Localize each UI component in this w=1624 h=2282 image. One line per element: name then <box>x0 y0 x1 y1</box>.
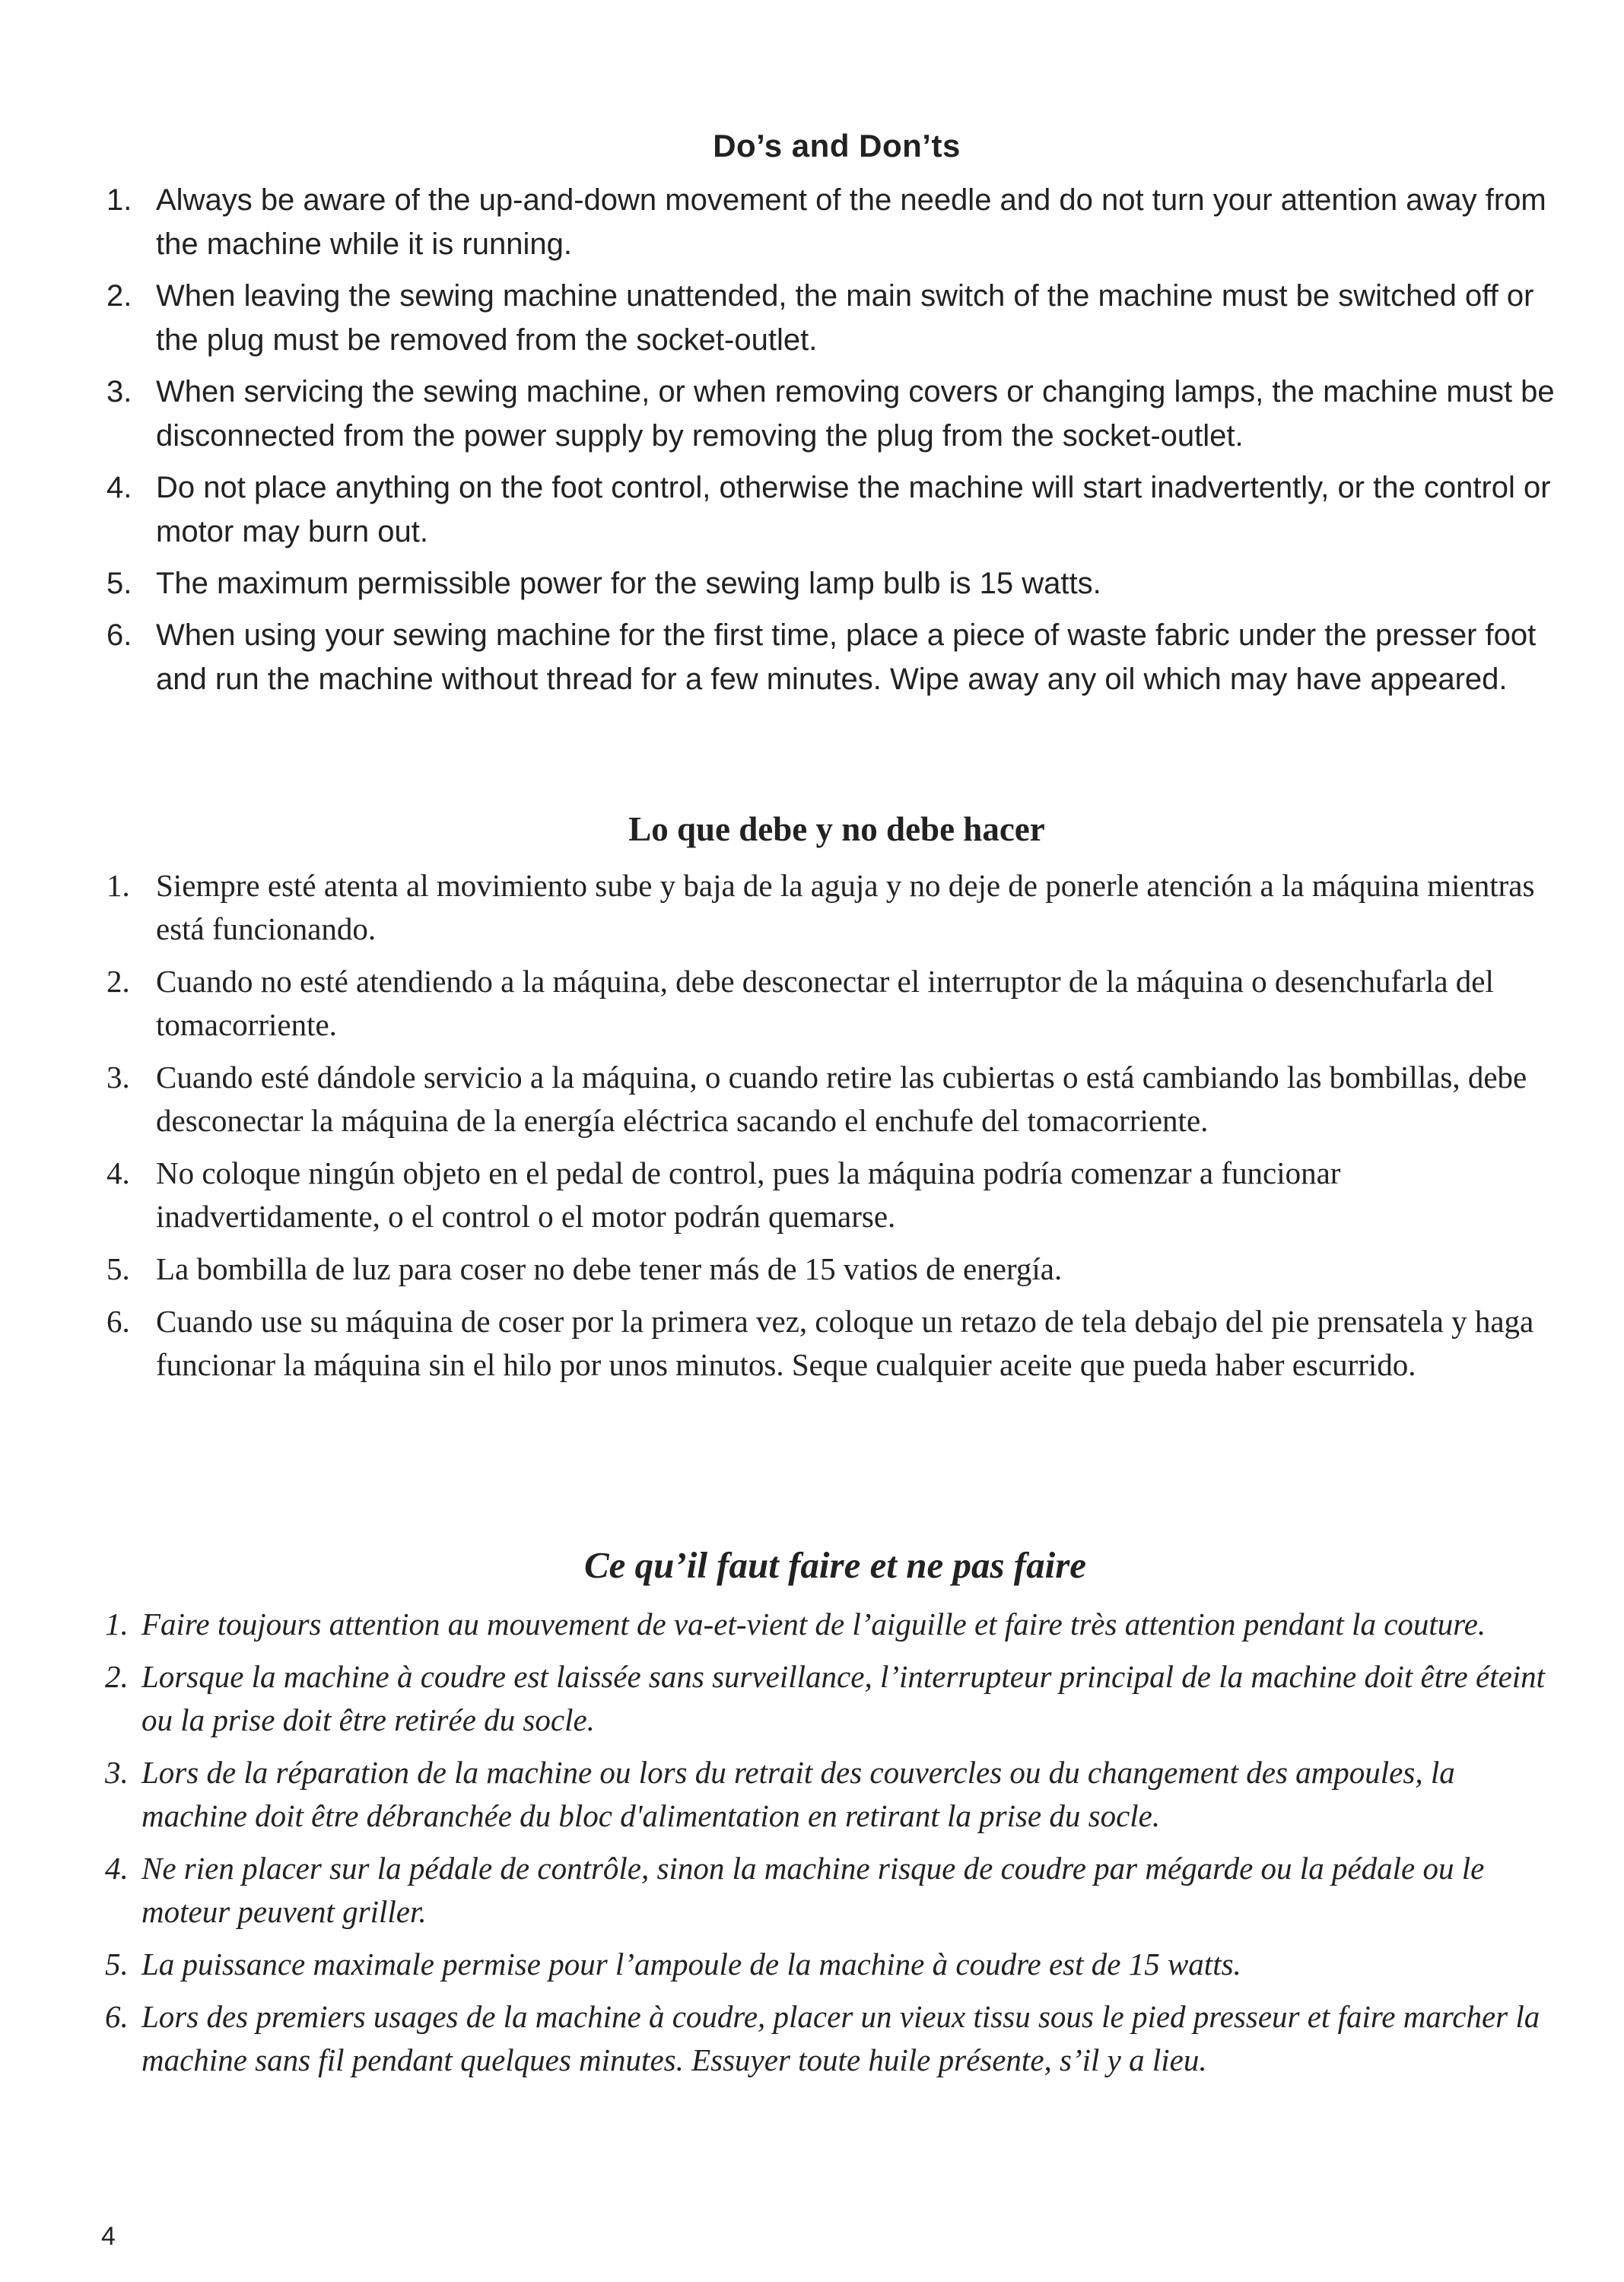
section-spanish <box>106 805 1567 1396</box>
item-text: La puissance maximale permise pour l’ampoule de la machine à coudre est de 15 watts. <box>141 1947 1241 1982</box>
page-number: 4 <box>101 2222 116 2251</box>
item-number: 4. <box>105 1851 129 1886</box>
item-number: 4. <box>106 1155 130 1190</box>
list-item <box>106 613 1567 701</box>
item-number: 5. <box>106 567 132 600</box>
item-text: Faire toujours attention au mouvement de va-et-vient de l’aiguille et faire très attention pendant la couture. <box>141 1607 1486 1642</box>
section-french <box>105 1540 1565 2091</box>
item-text: Lors de la réparation de la machine ou lors du retrait des couvercles ou du changement des ampoules, la machine doit être débranchée du bloc d'alimentation en retirant la prise du socle. <box>141 1755 1455 1833</box>
item-number: 6. <box>105 1999 129 2034</box>
item-number: 3. <box>106 375 132 408</box>
list-item <box>106 1152 1567 1238</box>
list-item <box>105 1943 1565 1986</box>
item-text: Cuando use su máquina de coser por la primera vez, coloque un retazo de tela debajo del pie prensatela y haga funcionar la máquina sin el hilo por unos minutos. Seque cualquier aceite que pueda haber escurrido. <box>156 1304 1534 1382</box>
section-heading-french: Ce qu’il faut faire et ne pas faire <box>583 1544 1087 1586</box>
list-item <box>106 864 1567 951</box>
item-text: Siempre esté atenta al movimiento sube y baja de la aguja y no deje de ponerle atención a la máquina mientras está funcionando. <box>156 868 1535 946</box>
item-number: 3. <box>106 1060 130 1095</box>
item-text: No coloque ningún objeto en el pedal de control, pues la máquina podría comenzar a funcionar inadvertidamente, o el control o el motor podrán quemarse. <box>156 1155 1341 1234</box>
list-item <box>105 1603 1565 1646</box>
section-heading-spanish: Lo que debe y no debe hacer <box>628 810 1045 848</box>
item-number: 1. <box>106 183 132 217</box>
list-item <box>106 178 1567 266</box>
section-english <box>106 123 1567 709</box>
item-number: 5. <box>105 1947 129 1982</box>
list-item <box>106 466 1567 554</box>
item-number: 6. <box>106 1304 130 1339</box>
list-english <box>106 178 1567 701</box>
item-text: Ne rien placer sur la pédale de contrôle, sinon la machine risque de coudre par mégarde ou la pédale ou le moteur peuvent griller. <box>141 1851 1485 1929</box>
list-item <box>105 1847 1565 1934</box>
item-text: Do not place anything on the foot control, otherwise the machine will start inadvertently, or the control or motor may burn out. <box>156 471 1551 548</box>
item-text: La bombilla de luz para coser no debe tener más de 15 vatios de energía. <box>156 1251 1063 1286</box>
list-item <box>106 960 1567 1047</box>
item-text: When using your sewing machine for the first time, place a piece of waste fabric under the presser foot and run the machine without thread for a few minutes. Wipe away any oil which may have appeared. <box>156 618 1537 696</box>
list-french <box>105 1603 1565 2082</box>
item-text: Lors des premiers usages de la machine à coudre, placer un vieux tissu sous le pied presseur et faire marcher la machine sans fil pendant quelques minutes. Essuyer toute huile présente, s’il y a lieu. <box>141 1999 1540 2077</box>
item-text: Cuando no esté atendiendo a la máquina, debe desconectar el interruptor de la máquina o desenchufarla del tomacorriente. <box>156 964 1494 1042</box>
list-item <box>106 1300 1567 1387</box>
item-number: 2. <box>106 964 130 999</box>
list-item <box>106 1247 1567 1291</box>
item-number: 2. <box>105 1659 129 1694</box>
item-text: Lorsque la machine à coudre est laissée sans surveillance, l’interrupteur principal de la machine doit être éteint ou la prise doit être retirée du socle. <box>141 1659 1546 1737</box>
item-text: When leaving the sewing machine unattended, the main switch of the machine must be switched off or the plug must be removed from the socket-outlet. <box>156 279 1534 357</box>
list-item <box>105 1751 1565 1838</box>
item-number: 1. <box>105 1607 129 1642</box>
item-number: 4. <box>106 471 132 504</box>
list-item <box>106 1056 1567 1143</box>
list-item <box>106 274 1567 362</box>
item-text: The maximum permissible power for the sewing lamp bulb is 15 watts. <box>156 567 1101 600</box>
item-number: 5. <box>106 1251 130 1286</box>
list-item <box>106 561 1567 605</box>
list-item <box>105 1995 1565 2082</box>
item-text: Always be aware of the up-and-down movement of the needle and do not turn your attention away from the machine while it is running. <box>156 183 1546 261</box>
item-number: 2. <box>106 279 132 313</box>
list-item <box>106 370 1567 458</box>
item-number: 1. <box>106 868 130 903</box>
item-number: 6. <box>106 618 132 652</box>
list-item <box>105 1655 1565 1742</box>
item-text: When servicing the sewing machine, or when removing covers or changing lamps, the machine must be disconnected from the power supply by removing the plug from the socket-outlet. <box>156 375 1555 453</box>
item-number: 3. <box>105 1755 129 1790</box>
item-text: Cuando esté dándole servicio a la máquina, o cuando retire las cubiertas o está cambiando las bombillas, debe desconectar la máquina de la energía eléctrica sacando el enchufe del tomacorriente. <box>156 1060 1527 1138</box>
list-spanish <box>106 864 1567 1387</box>
section-heading-english: Do’s and Don’ts <box>713 128 961 164</box>
